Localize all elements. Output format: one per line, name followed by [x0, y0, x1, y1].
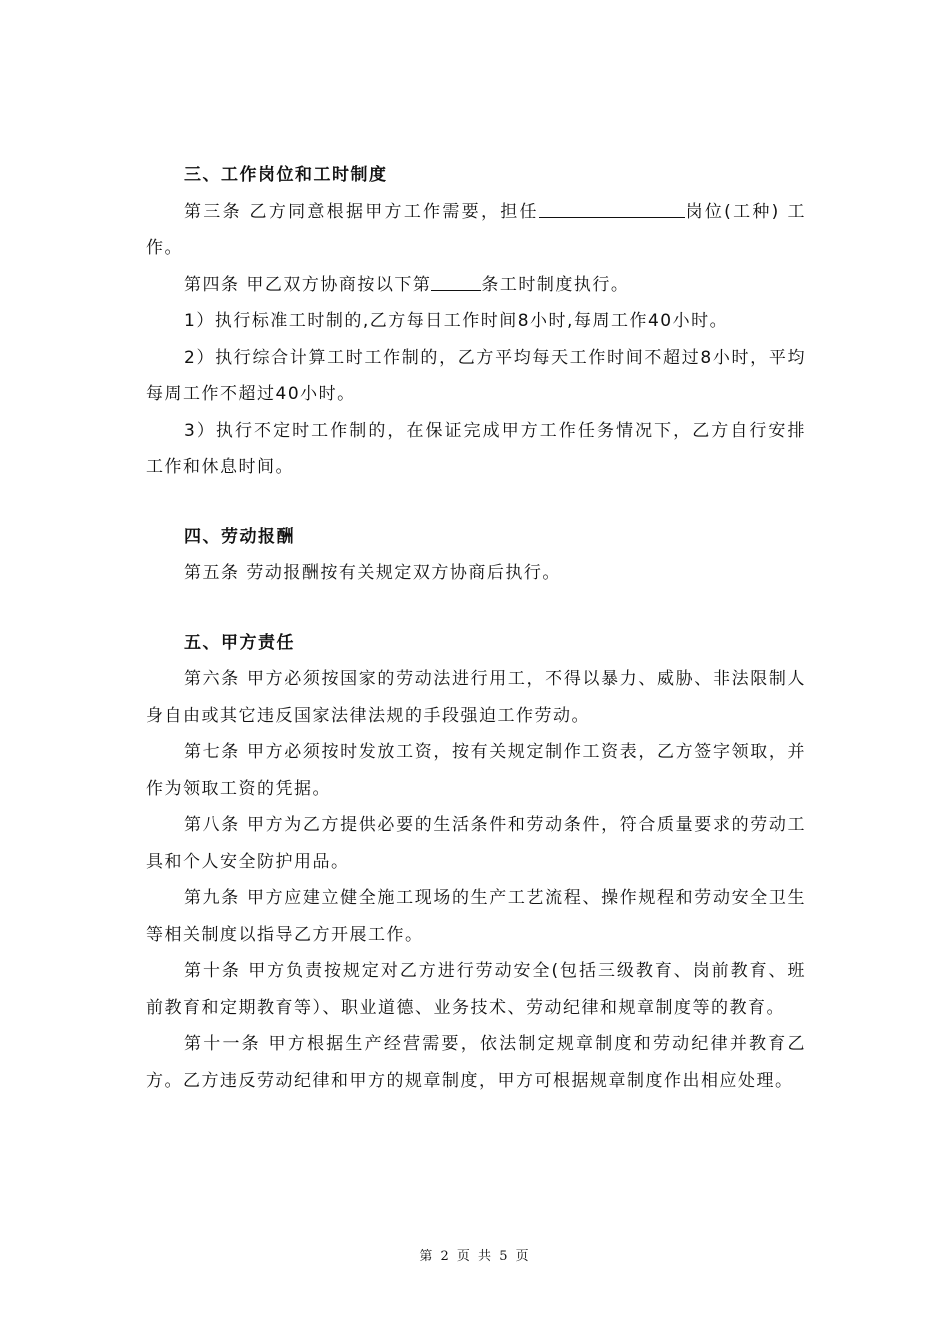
hours-option-1: 1）执行标准工时制的,乙方每日工作时间8小时,每周工作40小时。: [184, 311, 729, 331]
section-3-heading: 三、工作岗位和工时制度: [184, 165, 388, 185]
article-9: 第九条 甲方应建立健全施工现场的生产工艺流程、操作规程和劳动安全卫生等相关制度以指导乙方开展工作。: [146, 888, 806, 945]
article-4-text-after: 条工时制度执行。: [481, 274, 630, 295]
article-4: [146, 267, 806, 304]
article-8: 第八条 甲方为乙方提供必要的生活条件和劳动条件，符合质量要求的劳动工具和个人安全防护用品。: [146, 815, 806, 872]
article-3-text-after: 岗位(工种) 工作。: [146, 201, 806, 258]
hours-system-blank-field[interactable]: [431, 272, 481, 291]
article-10: 第十条 甲方负责按规定对乙方进行劳动安全(包括三级教育、岗前教育、班前教育和定期教育等）、职业道德、业务技术、劳动纪律和规章制度等的教育。: [146, 961, 806, 1018]
article-4-text-before: 第四条 甲乙双方协商按以下第: [184, 274, 432, 295]
article-3-text-before: 第三条 乙方同意根据甲方工作需要，担任: [184, 201, 539, 222]
section-gap: [146, 592, 806, 625]
article-11: 第十一条 甲方根据生产经营需要，依法制定规章制度和劳动纪律并教育乙方。乙方违反劳动纪律和甲方的规章制度，甲方可根据规章制度作出相应处理。: [146, 1034, 806, 1091]
article-5: 第五条 劳动报酬按有关规定双方协商后执行。: [184, 563, 561, 583]
section-gap: [146, 486, 806, 519]
hours-option-3: 3）执行不定时工作制的，在保证完成甲方工作任务情况下，乙方自行安排工作和休息时间。: [146, 420, 806, 477]
section-4-heading: 四、劳动报酬: [184, 526, 295, 547]
article-3: [146, 194, 806, 267]
document-body: [146, 157, 806, 1099]
page-number-footer: 第 2 页 共 5 页: [419, 1249, 531, 1264]
article-7: 第七条 甲方必须按时发放工资，按有关规定制作工资表，乙方签字领取，并作为领取工资的凭据。: [146, 742, 806, 799]
post-blank-field[interactable]: [539, 199, 685, 218]
section-5-heading: 五、甲方责任: [184, 632, 295, 653]
hours-option-2: 2）执行综合计算工时工作制的，乙方平均每天工作时间不超过8小时，平均每周工作不超过40小时。: [146, 347, 806, 404]
article-6: 第六条 甲方必须按国家的劳动法进行用工，不得以暴力、威胁、非法限制人身自由或其它违反国家法律法规的手段强迫工作劳动。: [146, 669, 806, 726]
